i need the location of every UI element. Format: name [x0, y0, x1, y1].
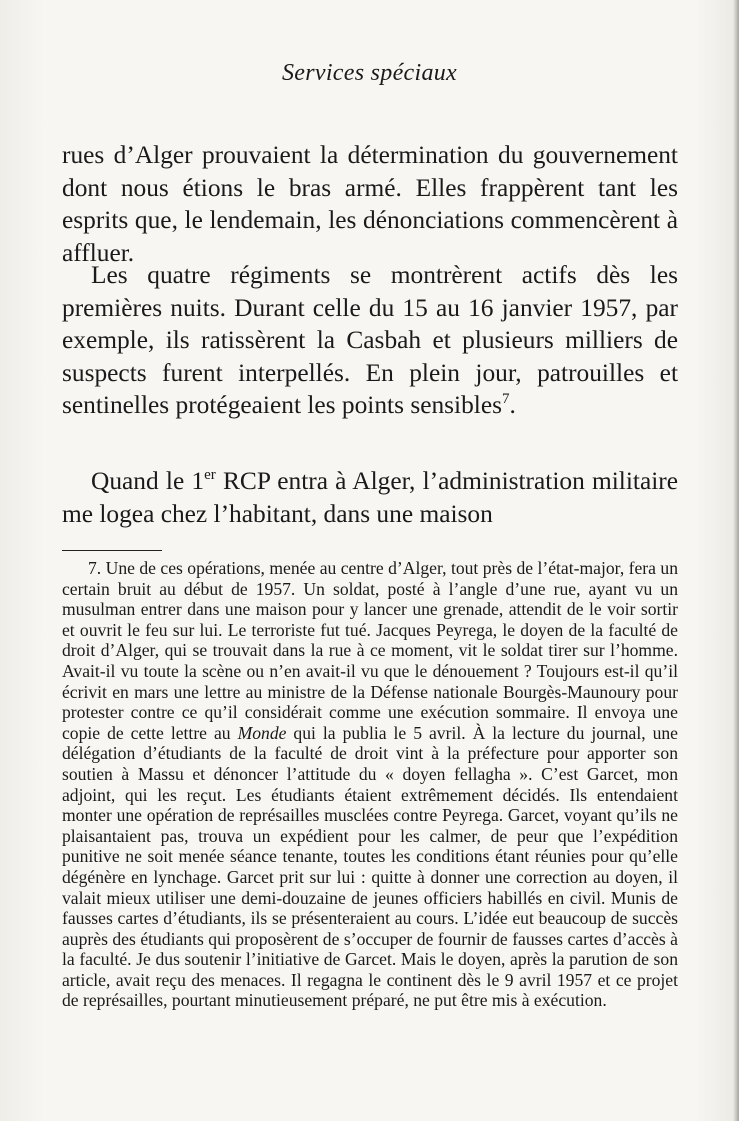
running-head: Services spéciaux — [281, 60, 458, 86]
paragraph-1-text: rues d’Alger prouvaient la détermination du gouvernement dont nous étions le bras armé. Elles frappèrent tant les esprits que, le lendemain, les dénonciations commencèrent à affluer. — [62, 141, 678, 267]
ordinal-superscript: er — [204, 467, 216, 483]
footnote-number: 7. — [88, 558, 102, 578]
footnote-separator — [62, 550, 162, 551]
paragraph-2 — [62, 259, 678, 422]
paragraph-3 — [62, 465, 678, 530]
paragraph-2-tail: . — [509, 391, 516, 419]
paragraph-3-before: Quand le 1 — [91, 467, 205, 495]
footnote-newspaper-title: Monde — [237, 722, 287, 743]
paragraph-1 — [62, 139, 678, 269]
footnote-text-part1: Une de ces opérations, menée au centre d’Alger, tout près de l’état-major, fera un certain bruit au début de 1957. Un soldat, posté à l’angle d’une rue, ayant vu un musulman entrer dans une maison pour y lancer une grenade, attendit de le voir sortir et ouvrit le feu sur lui. Le terroriste fut tué. Jacques Peyrega, le doyen de la faculté de droit d’Alger, qui se trouvait dans la rue à ce moment, vit le soldat tirer sur l’homme. Avait-il vu toute la scène ou n’en avait-il vu que le dénouement ? Toujours est-il qu’il écrivit en mars une lettre au ministre de la Défense nationale Bourgès-Maunoury pour protester contre ce qu’il considérait comme une exécution sommaire. Il envoya une copie de cette lettre au — [62, 558, 678, 743]
page-binding-shadow — [733, 0, 739, 1121]
paragraph-3-after: RCP entra à Alger, l’administration militaire me logea chez l’habitant, dans une maison — [62, 467, 678, 528]
paragraph-2-text: Les quatre régiments se montrèrent actifs dès les premières nuits. Durant celle du 15 au 16 janvier 1957, par exemple, ils ratissèrent la Casbah et plusieurs milliers de suspects furent interpellés. En plein jour, patrouilles et sentinelles protégeaient les points sensibles — [62, 261, 678, 419]
footnote-7 — [62, 558, 678, 1011]
footnote-text-part2: qui la publia le 5 avril. À la lecture du journal, une délégation d’étudiants de la faculté de droit vint à la préfecture pour apporter son soutien à Massu et dénoncer l’attitude du « doyen fellagha ». C’est Garcet, mon adjoint, qui les reçut. Les étudiants étaient extrêmement décidés. Ils entendaient monter une opération de représailles musclées contre Peyrega. Garcet, voyant qu’ils ne plaisantaient pas, trouva un expédient pour les calmer, de peur que l’expédition punitive ne soit menée séance tenante, toutes les conditions étant réunies pour qu’elle dégénère en lynchage. Garcet prit sur lui : quitte à donner une correction au doyen, il valait mieux utiliser une demi-douzaine de jeunes officiers habillés en civil. Munis de fausses cartes d’étudiants, ils se présenteraient au cours. L’idée eut beaucoup de succès auprès des étudiants qui proposèrent de s’occuper de fournir de fausses cartes d’accès à la faculté. Je dus soutenir l’initiative de Garcet. Mais le doyen, après la parution de son article, avait reçu des menaces. Il regagna le continent dès le 9 avril 1957 et ce projet de représailles, pourtant minutieusement préparé, ne put être mis à exécution. — [62, 722, 678, 1011]
footnote-reference[interactable]: 7 — [502, 391, 510, 407]
